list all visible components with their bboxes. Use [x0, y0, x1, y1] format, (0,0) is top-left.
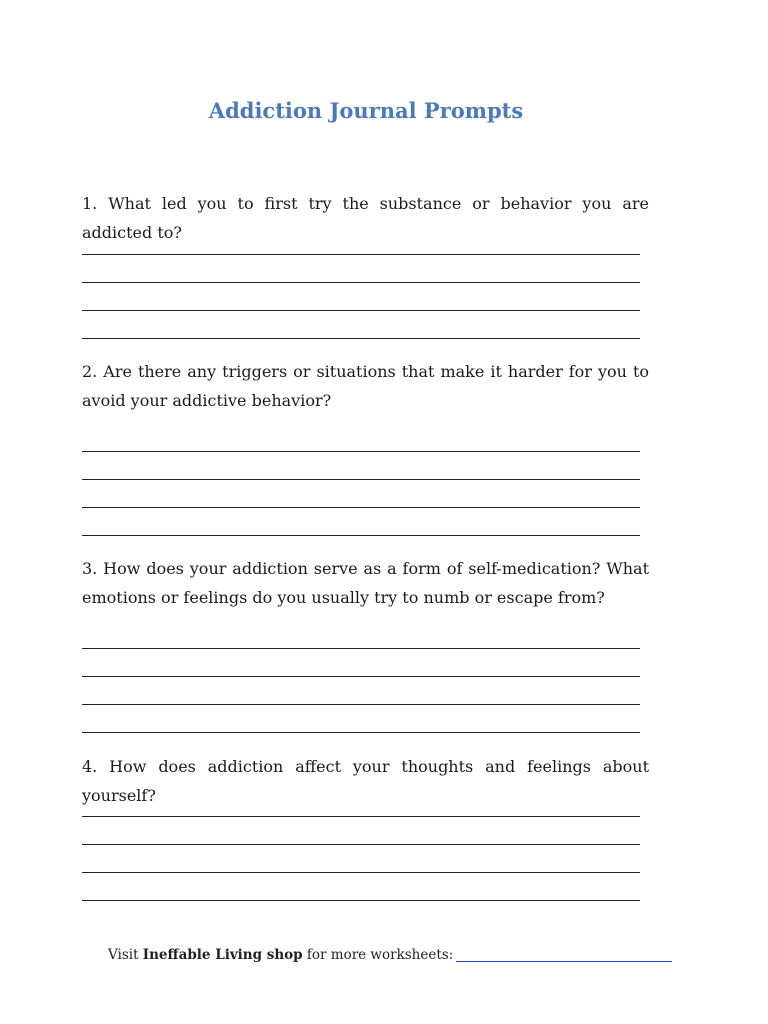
footer-suffix: for more worksheets: — [302, 947, 454, 963]
answer-lines-1 — [82, 254, 640, 366]
answer-line[interactable] — [82, 451, 640, 452]
answer-line[interactable] — [82, 900, 640, 901]
answer-line[interactable] — [82, 872, 640, 873]
question-4: 4. How does addiction affect your thoughts and feelings about yourself? — [82, 757, 649, 805]
answer-line[interactable] — [82, 254, 640, 255]
answer-line[interactable] — [82, 310, 640, 311]
answer-line[interactable] — [82, 338, 640, 339]
answer-line[interactable] — [82, 704, 640, 705]
question-3: 3. How does your addiction serve as a form of self-medication? What emotions or feelings do you usually try to numb or escape from? — [82, 559, 649, 607]
answer-lines-2 — [82, 451, 640, 563]
answer-line[interactable] — [82, 535, 640, 536]
question-1: 1. What led you to first try the substance or behavior you are addicted to? — [82, 194, 649, 242]
footer — [108, 947, 672, 963]
answer-line[interactable] — [82, 676, 640, 677]
shop-link[interactable] — [456, 947, 672, 962]
answer-line[interactable] — [82, 282, 640, 283]
answer-line[interactable] — [82, 648, 640, 649]
answer-lines-3 — [82, 648, 640, 760]
page-title: Addiction Journal Prompts — [208, 98, 524, 123]
footer-prefix: Visit — [108, 947, 143, 963]
answer-line[interactable] — [82, 816, 640, 817]
answer-line[interactable] — [82, 844, 640, 845]
question-2: 2. Are there any triggers or situations that make it harder for you to avoid your addictive behavior? — [82, 362, 649, 410]
answer-line[interactable] — [82, 507, 640, 508]
footer-shop-name: Ineffable Living shop — [142, 947, 303, 963]
answer-line[interactable] — [82, 479, 640, 480]
answer-line[interactable] — [82, 732, 640, 733]
answer-lines-4 — [82, 816, 640, 928]
